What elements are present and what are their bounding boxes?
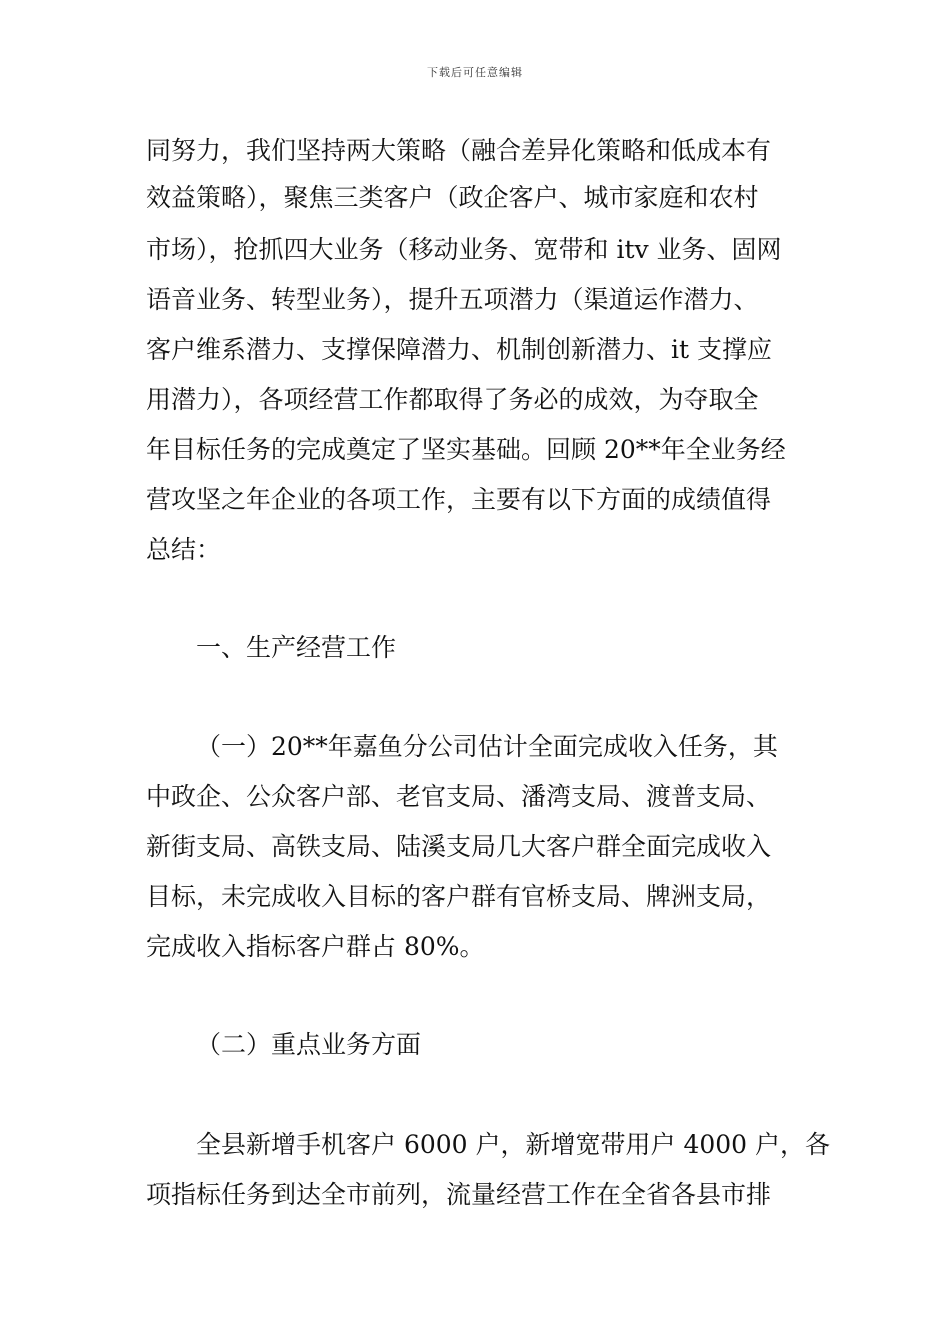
paragraph-1-line-6: 用潜力），各项经营工作都取得了务必的成效，为夺取全 — [146, 385, 759, 414]
paragraph-3-line-2: 中政企、公众客户部、老官支局、潘湾支局、渡普支局、 — [146, 782, 772, 811]
paragraph-3-line-3: 新街支局、高铁支局、陆溪支局几大客户群全面完成收入 — [146, 832, 772, 861]
section-heading-2: （二）重点业务方面 — [196, 1030, 422, 1059]
paragraph-1-line-5: 客户维系潜力、支撑保障潜力、机制创新潜力、it 支撑应 — [146, 335, 772, 364]
paragraph-1-line-2: 效益策略），聚焦三类客户（政企客户、城市家庭和农村 — [146, 183, 759, 212]
paragraph-1-line-9: 总结： — [146, 535, 222, 564]
paragraph-5-line-2: 项指标任务到达全市前列，流量经营工作在全省各县市排 — [146, 1180, 772, 1209]
paragraph-1-line-3: 市场），抢抓四大业务（移动业务、宽带和 itv 业务、固网 — [146, 235, 782, 264]
paragraph-3-line-4: 目标，未完成收入目标的客户群有官桥支局、牌洲支局， — [146, 882, 772, 911]
page-header: 下载后可任意编辑 — [427, 66, 523, 79]
paragraph-1-line-7: 年目标任务的完成奠定了坚实基础。回顾 20**年全业务经 — [146, 435, 786, 464]
paragraph-3-line-5: 完成收入指标客户群占 80%。 — [146, 932, 485, 961]
paragraph-5-line-1: 全县新增手机客户 6000 户，新增宽带用户 4000 户，各 — [196, 1130, 831, 1159]
paragraph-1-line-1: 同努力，我们坚持两大策略（融合差异化策略和低成本有 — [146, 136, 772, 165]
paragraph-1-line-8: 营攻坚之年企业的各项工作，主要有以下方面的成绩值得 — [146, 485, 772, 514]
paragraph-1-line-4: 语音业务、转型业务），提升五项潜力（渠道运作潜力、 — [146, 285, 759, 314]
section-heading-1: 一、生产经营工作 — [196, 633, 397, 662]
paragraph-3-line-1: （一）20**年嘉鱼分公司估计全面完成收入任务，其 — [196, 732, 778, 761]
